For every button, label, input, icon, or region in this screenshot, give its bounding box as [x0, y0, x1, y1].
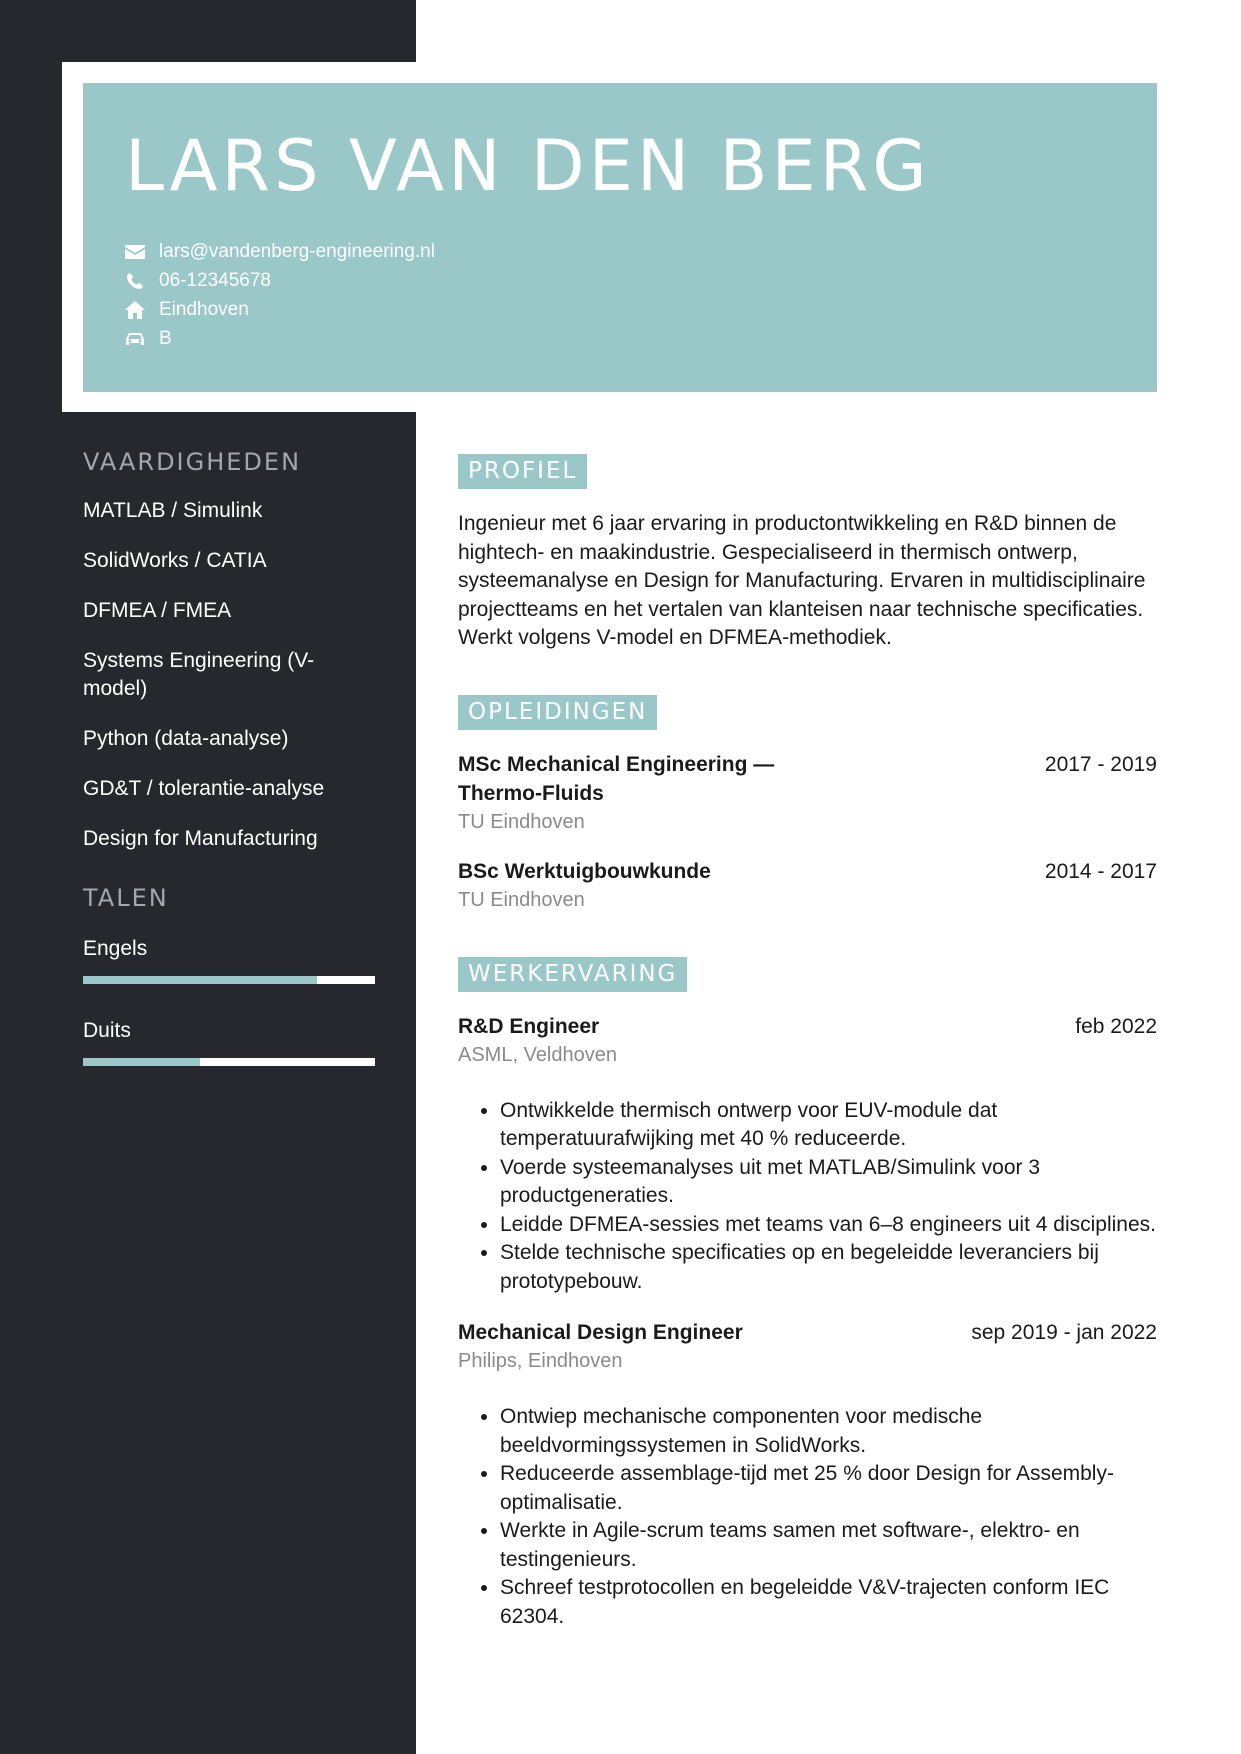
job-bullets — [458, 1403, 1157, 1631]
skill-item: Design for Manufacturing — [83, 827, 318, 850]
experience-section — [458, 957, 1157, 1632]
profile-text: Ingenieur met 6 jaar ervaring in productontwikkeling en R&D binnen de hightech- en maakindustrie. Gespecialiseerd in thermisch ontwerp, systeemanalyse en Design for Manufacturing. Ervaren in multidisciplinaire projectteams en het vertalen van klanteisen naar technische specificaties. Werkt volgens V-model en DFMEA-methodiek. — [458, 512, 1146, 649]
job-bullets — [458, 1097, 1157, 1297]
language-name: Duits — [83, 1019, 131, 1042]
education-entry — [458, 750, 1157, 837]
bullet-item: • Stelde technische specificaties op en begeleidde leveranciers bij prototypebouw. — [500, 1239, 1157, 1296]
bullet-item: • Ontwiep mechanische componenten voor medische beeldvormingssystemen in SolidWorks. — [500, 1403, 1157, 1460]
degree-dates: 2014 - 2017 — [1044, 859, 1157, 883]
language-name: Engels — [83, 937, 148, 960]
job-entry — [458, 1318, 1157, 1631]
school-name: TU Eindhoven — [458, 810, 585, 833]
language-level-fill — [83, 1058, 200, 1066]
phone-icon — [125, 272, 147, 290]
job-dates: feb 2022 — [1075, 1014, 1157, 1038]
contact-phone — [125, 266, 435, 295]
main-content — [458, 454, 1157, 1631]
contact-email-text: lars@vandenberg-engineering.nl — [159, 240, 435, 262]
skill-item: DFMEA / FMEA — [83, 599, 232, 622]
degree-title: MSc Mechanical Engineering — Thermo-Fluids — [458, 752, 775, 805]
language-level-bar — [83, 976, 375, 984]
contact-license — [125, 324, 435, 353]
job-entry — [458, 1012, 1157, 1297]
skills-heading: VAARDIGHEDEN — [83, 448, 302, 476]
bullet-item: • Leidde DFMEA-sessies met teams van 6–8 engineers uit 4 disciplines. — [500, 1211, 1157, 1240]
bullet-item: • Schreef testprotocollen en begeleidde V&V-trajecten conform IEC 62304. — [500, 1574, 1157, 1631]
language-item — [83, 936, 375, 984]
contact-location — [125, 295, 435, 324]
contact-list — [125, 237, 435, 353]
job-title: Mechanical Design Engineer — [458, 1321, 743, 1344]
degree-title: BSc Werktuigbouwkunde — [458, 859, 711, 883]
bullet-item: • Ontwikkelde thermisch ontwerp voor EUV-module dat temperatuurafwijking met 40 % reduceerde. — [500, 1097, 1157, 1154]
language-level-fill — [83, 976, 317, 984]
experience-heading: WERKERVARING — [458, 957, 687, 992]
job-title: R&D Engineer — [458, 1014, 600, 1038]
contact-email — [125, 237, 435, 266]
school-name: TU Eindhoven — [458, 888, 585, 911]
bullet-item: • Voerde systeemanalyses uit met MATLAB/Simulink voor 3 productgeneraties. — [500, 1154, 1157, 1211]
contact-phone-text: 06-12345678 — [159, 269, 271, 291]
home-icon — [125, 301, 147, 319]
bullet-item: • Werkte in Agile-scrum teams samen met software-, elektro- en testingenieurs. — [500, 1517, 1157, 1574]
contact-location-text: Eindhoven — [159, 298, 249, 320]
company-name: ASML, Veldhoven — [458, 1043, 617, 1066]
bullet-item: • Reduceerde assemblage-tijd met 25 % door Design for Assembly-optimalisatie. — [500, 1460, 1157, 1517]
education-section — [458, 695, 1157, 915]
header-banner — [83, 83, 1157, 392]
language-level-bar — [83, 1058, 375, 1066]
skill-item: Systems Engineering (V-model) — [83, 649, 315, 700]
education-heading: OPLEIDINGEN — [458, 695, 657, 730]
car-icon — [125, 330, 147, 348]
envelope-icon — [125, 243, 147, 261]
skill-item: Python (data-analyse) — [83, 727, 289, 750]
candidate-name: LARS VAN DEN BERG — [125, 125, 931, 207]
sidebar — [83, 450, 375, 1066]
profile-heading: PROFIEL — [458, 454, 587, 489]
languages-heading: TALEN — [83, 884, 169, 912]
degree-dates: 2017 - 2019 — [1044, 752, 1157, 776]
skill-item: GD&T / tolerantie-analyse — [83, 777, 325, 800]
contact-license-text: B — [159, 327, 172, 349]
skills-list — [83, 497, 375, 853]
job-dates: sep 2019 - jan 2022 — [971, 1321, 1157, 1344]
skill-item: MATLAB / Simulink — [83, 499, 263, 522]
education-entry — [458, 857, 1157, 915]
company-name: Philips, Eindhoven — [458, 1350, 623, 1372]
language-item — [83, 1018, 375, 1066]
skill-item: SolidWorks / CATIA — [83, 549, 267, 572]
profile-section — [458, 454, 1157, 653]
